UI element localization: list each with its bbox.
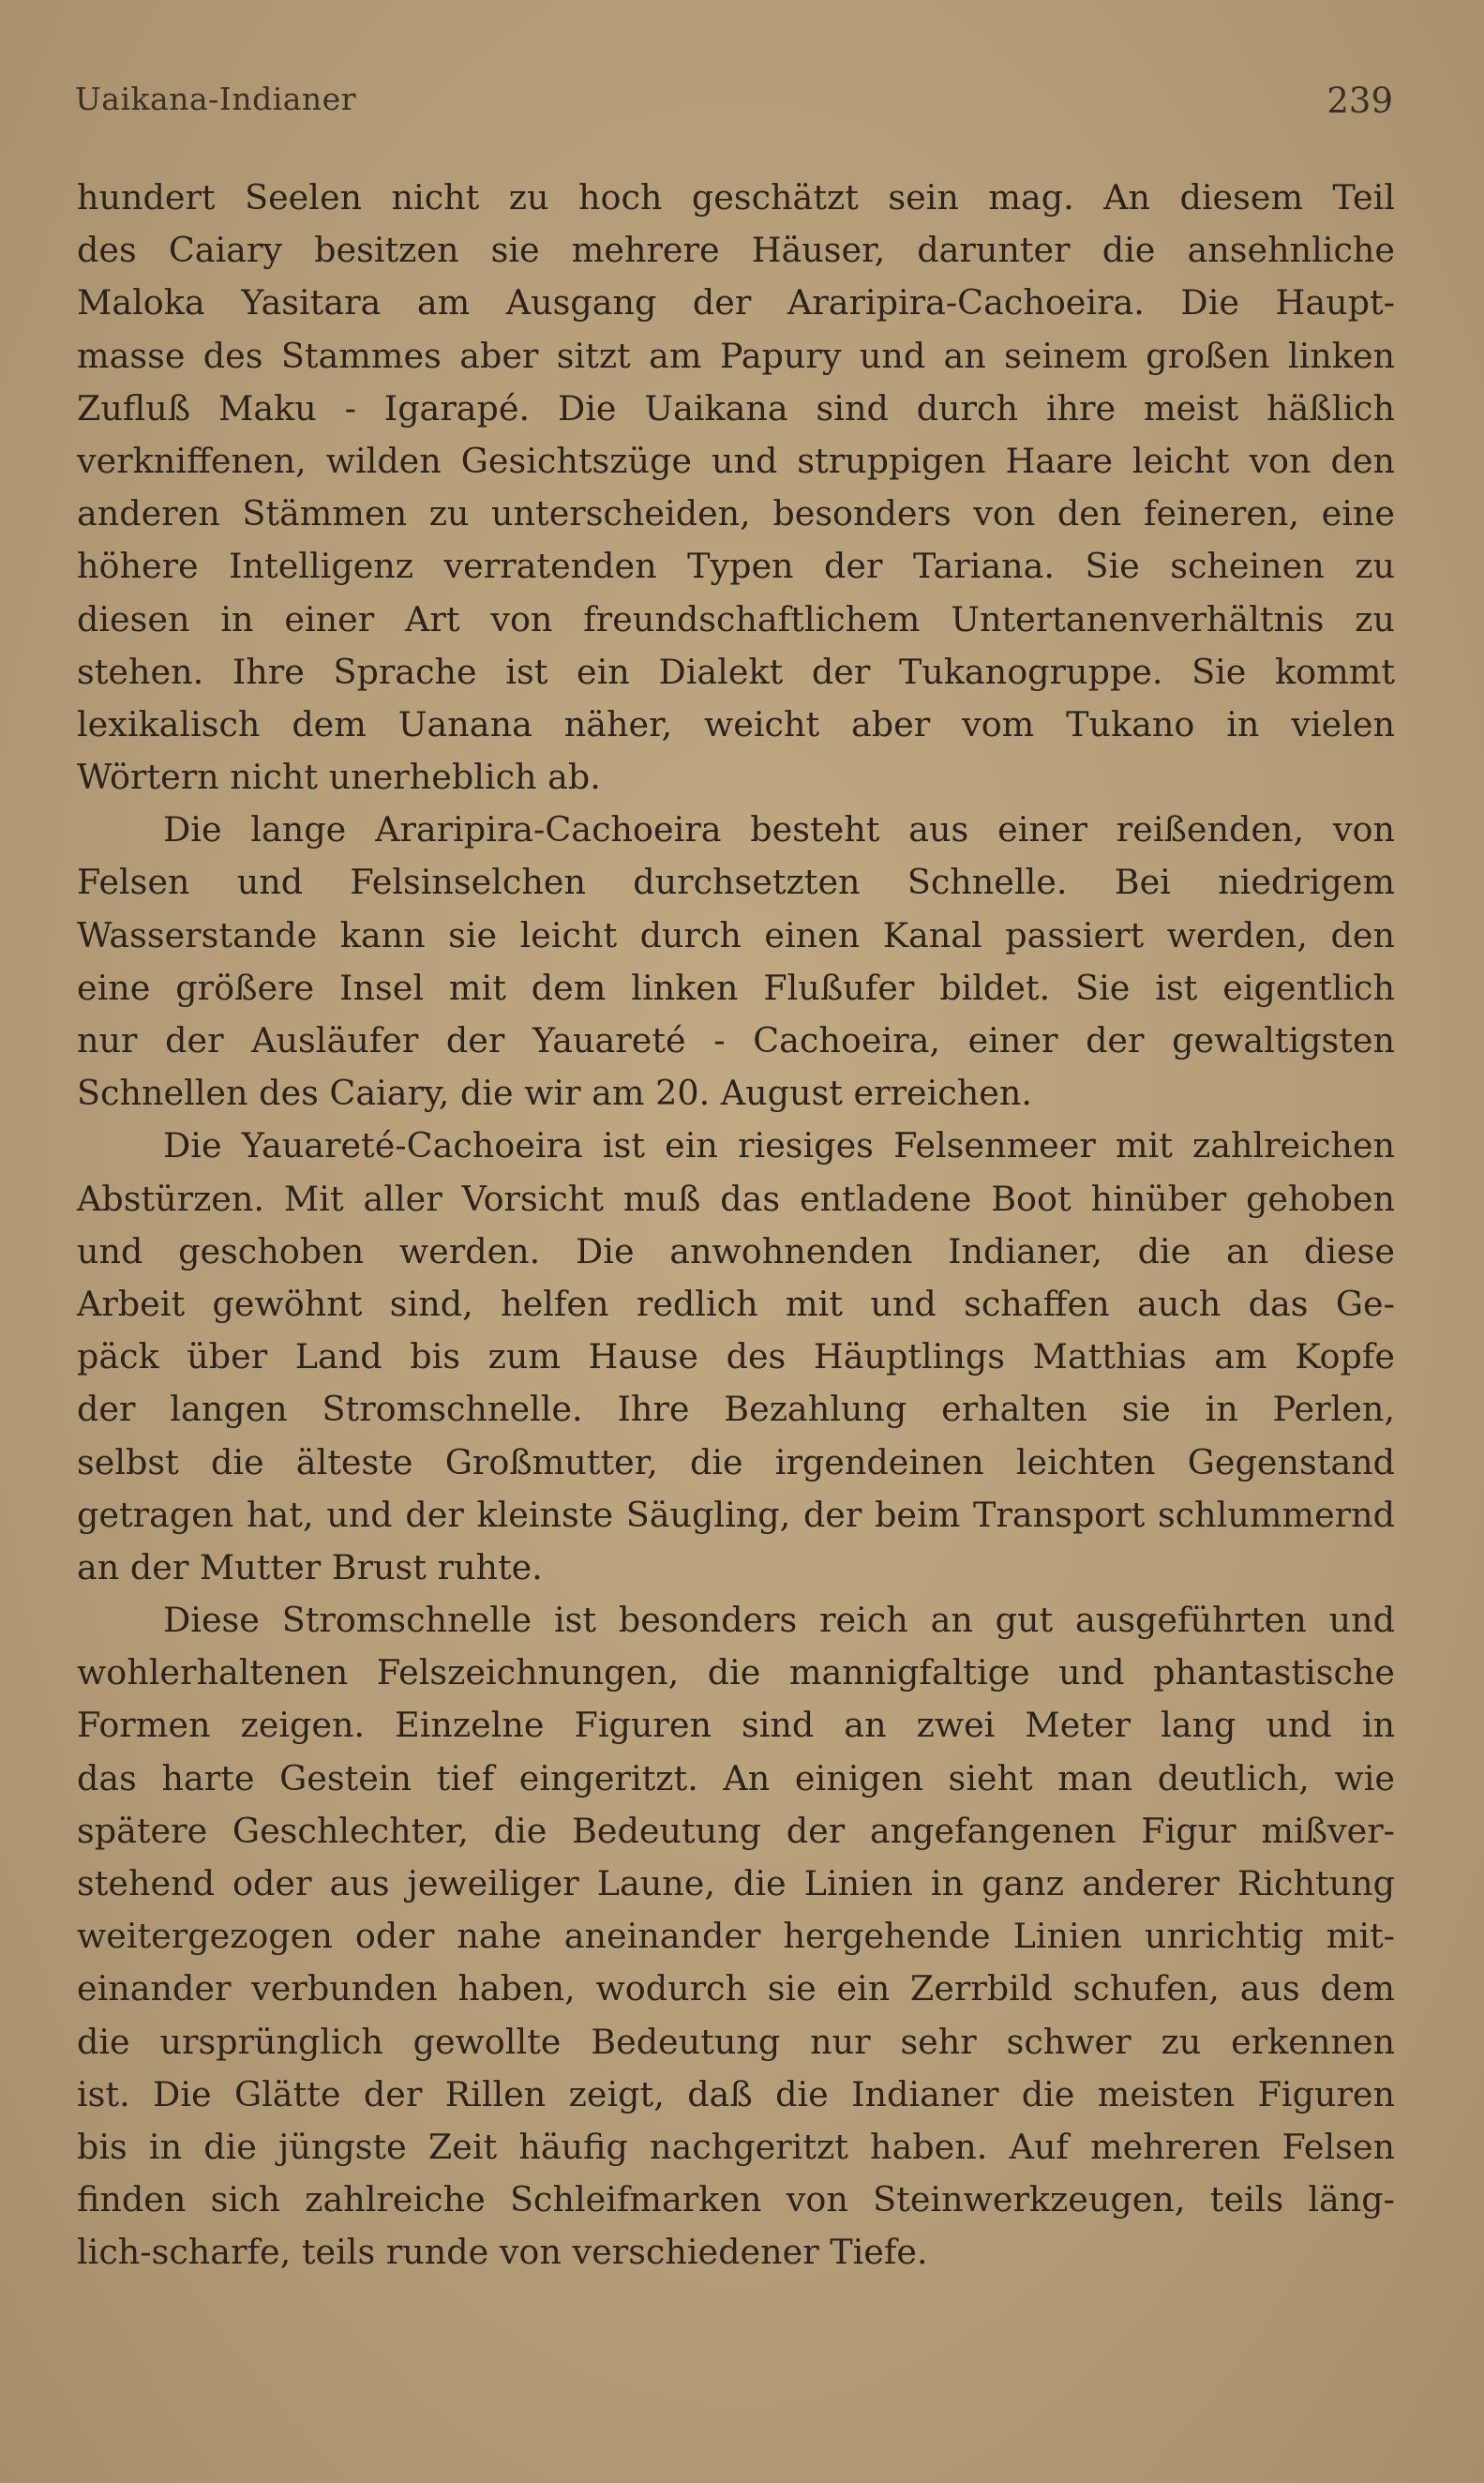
page-header xyxy=(75,81,1393,133)
page-number: 239 xyxy=(1327,81,1393,121)
text-line: stehen. Ihre Sprache ist ein Dialekt der Tukanogruppe. Sie kommt xyxy=(77,651,1395,692)
text-line: lich-scharfe, teils runde von verschiedener Tiefe. xyxy=(77,2232,928,2273)
text-line: Schnellen des Caiary, die wir am 20. August erreichen. xyxy=(77,1073,1032,1114)
text-line: weitergezogen oder nahe aneinander hergehende Linien unrichtig mit- xyxy=(77,1916,1395,1957)
text-line: verkniffenen, wilden Gesichtszüge und struppigen Haare leicht von den xyxy=(77,440,1395,481)
text-line: stehend oder aus jeweiliger Laune, die Linien in ganz anderer Richtung xyxy=(77,1863,1395,1904)
text-line: masse des Stammes aber sitzt am Papury und an seinem großen linken xyxy=(77,335,1395,376)
text-line: des Caiary besitzen sie mehrere Häuser, darunter die ansehnliche xyxy=(77,230,1395,271)
body-text xyxy=(77,172,1395,2280)
text-line: Maloka Yasitara am Ausgang der Araripira-Cachoeira. Die Haupt- xyxy=(77,282,1395,324)
text-line: an der Mutter Brust ruhte. xyxy=(77,1546,543,1588)
text-line: Wasserstande kann sie leicht durch einen Kanal passiert werden, den xyxy=(77,914,1395,956)
text-line: spätere Geschlechter, die Bedeutung der angefangenen Figur mißver- xyxy=(77,1810,1395,1851)
text-line: und geschoben werden. Die anwohnenden Indianer, die an diese xyxy=(77,1230,1395,1272)
text-line: hundert Seelen nicht zu hoch geschätzt sein mag. An diesem Teil xyxy=(77,177,1395,218)
text-line: selbst die älteste Großmutter, die irgendeinen leichten Gegenstand xyxy=(77,1441,1395,1482)
text-line: bis in die jüngste Zeit häufig nachgeritzt haben. Auf mehreren Felsen xyxy=(77,2126,1395,2167)
text-line: einander verbunden haben, wodurch sie ein Zerrbild schufen, aus dem xyxy=(77,1968,1395,2009)
text-line: eine größere Insel mit dem linken Flußufer bildet. Sie ist eigentlich xyxy=(77,967,1395,1008)
text-line: Zufluß Maku - Igarapé. Die Uaikana sind durch ihre meist häßlich xyxy=(77,387,1395,429)
text-line: nur der Ausläufer der Yauareté - Cachoeira, einer der gewaltigsten xyxy=(77,1020,1395,1061)
text-line: diesen in einer Art von freundschaftlichem Untertanenverhältnis zu xyxy=(77,598,1395,640)
text-line: das harte Gestein tief eingeritzt. An einigen sieht man deutlich, wie xyxy=(77,1757,1395,1798)
text-line: ist. Die Glätte der Rillen zeigt, daß die Indianer die meisten Figuren xyxy=(77,2073,1395,2114)
text-line: Felsen und Felsinselchen durchsetzten Schnelle. Bei niedrigem xyxy=(77,862,1395,903)
text-line: Arbeit gewöhnt sind, helfen redlich mit und schaffen auch das Ge- xyxy=(77,1283,1395,1324)
text-line: finden sich zahlreiche Schleifmarken von Steinwerkzeugen, teils läng- xyxy=(77,2179,1395,2220)
paragraph-first-line: Diese Stromschnelle ist besonders reich an gut ausgeführten und xyxy=(163,1600,1395,1641)
text-line: höhere Intelligenz verratenden Typen der Tariana. Sie scheinen zu xyxy=(77,546,1395,587)
text-line: päck über Land bis zum Hause des Häuptlings Matthias am Kopfe xyxy=(77,1336,1395,1377)
paragraph-first-line: Die lange Araripira-Cachoeira besteht aus einer reißenden, von xyxy=(163,809,1395,850)
text-line: Wörtern nicht unerheblich ab. xyxy=(77,757,601,798)
text-line: wohlerhaltenen Felszeichnungen, die mannigfaltige und phantastische xyxy=(77,1652,1395,1693)
text-line: Formen zeigen. Einzelne Figuren sind an zwei Meter lang und in xyxy=(77,1705,1395,1746)
text-line: getragen hat, und der kleinste Säugling, der beim Transport schlummernd xyxy=(77,1494,1395,1535)
paragraph-first-line: Die Yauareté-Cachoeira ist ein riesiges Felsenmeer mit zahlreichen xyxy=(163,1125,1395,1166)
text-line: Abstürzen. Mit aller Vorsicht muß das entladene Boot hinüber gehoben xyxy=(77,1178,1395,1219)
text-line: die ursprünglich gewollte Bedeutung nur sehr schwer zu erkennen xyxy=(77,2021,1395,2062)
text-line: lexikalisch dem Uanana näher, weicht aber vom Tukano in vielen xyxy=(77,703,1395,745)
running-head: Uaikana-Indianer xyxy=(75,81,356,117)
text-line: anderen Stämmen zu unterscheiden, besonders von den feineren, eine xyxy=(77,493,1395,534)
text-line: der langen Stromschnelle. Ihre Bezahlung erhalten sie in Perlen, xyxy=(77,1389,1395,1430)
